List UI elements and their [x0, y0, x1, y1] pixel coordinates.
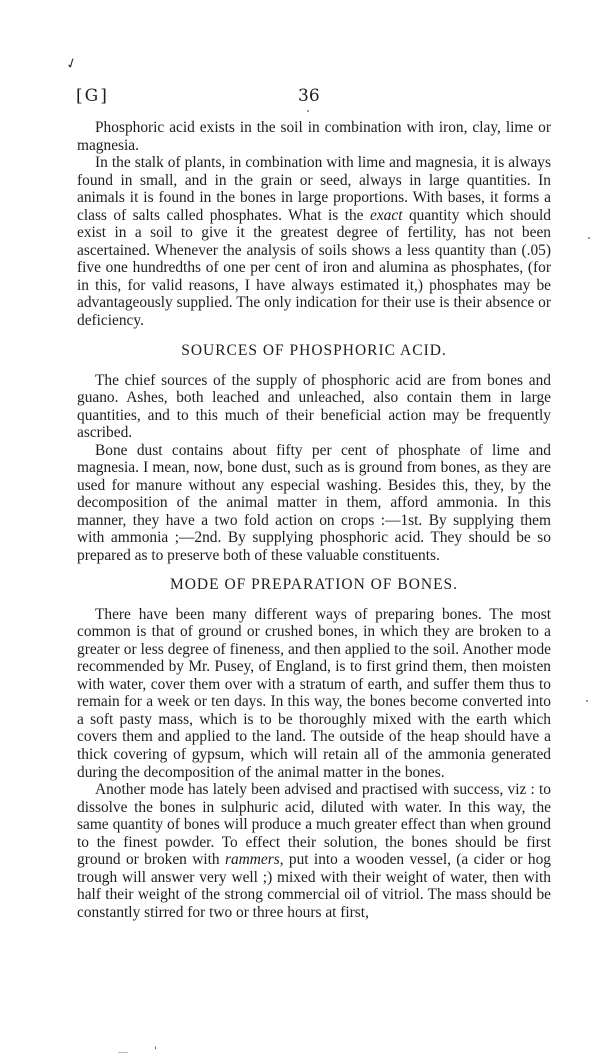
body-text	[77, 119, 551, 921]
text-run: quantity which should exist in a soil to give it the greatest degree of fertility, has not been ascertained. Whenever the analysis of soils shows a less quantity than (.05) five one hundredths of one per cent of iron and alumina as phosphates, (for in this, for valid reasons, I have always estimated it,) phosphates may be advantageously supplied. The only indication for their use is their absence or deficiency.	[77, 206, 551, 330]
text-run: Another mode has lately been advised and practised with success, viz : to dissolve the bones in sulphuric acid, diluted with water. In this way, the same quantity of bones will produce a much greater effect than when ground to the finest powder. To effect their solution, the bones should be first ground or broken with	[77, 781, 551, 869]
italic-text: rammers	[224, 851, 280, 869]
print-speck	[118, 1052, 128, 1053]
print-speck	[307, 110, 309, 112]
section-heading: MODE OF PREPARATION OF BONES.	[169, 575, 459, 593]
print-speck	[586, 700, 588, 702]
italic-text: exact	[370, 206, 403, 224]
paragraph	[77, 606, 551, 781]
section-heading: SOURCES OF PHOSPHORIC ACID.	[181, 341, 447, 359]
paragraph	[77, 781, 551, 921]
text-run: Bone dust contains about fifty per cent of phosphate of lime and magnesia. I mean, now, bone dust, such as is ground from bones, as they are used for manure without any especial washing. Besides this, they, by the decomposition of the animal matter in them, afford ammonia. In this manner, they have a two fold action on crops :—1st. By supplying them with ammonia ;—2nd. By supplying phosphoric acid. They should be so prepared as to preserve both of these valuable constituents.	[77, 441, 551, 565]
text-run: There have been many different ways of preparing bones. The most common is that of ground or crushed bones, in which they are broken to a greater or less degree of fineness, and then applied to the soil. Another mode recommended by Mr. Pusey, of England, is to first grind them, then moisten with water, cover them over with a stratum of earth, and suffer them thus to remain for a week or ten days. In this way, the bones become converted into a soft pasty mass, which is to be thoroughly mixed with the earth which covers them and applied to the land. The outside of the heap should have a thick covering of gypsum, which will retain all of the ammonia generated during the decomposition of the animal matter in the bones.	[77, 605, 551, 781]
signature-mark: [G]	[76, 86, 109, 106]
text-run: The chief sources of the supply of phosphoric acid are from bones and guano. Ashes, both leached and unleached, also contain them in large quantities, and to this much of their beneficial action may be frequently ascribed.	[77, 371, 551, 442]
page-number: 36	[298, 86, 320, 106]
paragraph	[77, 154, 551, 329]
text-run: Phosphoric acid exists in the soil in combination with iron, clay, lime or magnesia.	[77, 119, 551, 154]
paragraph	[77, 442, 551, 565]
paragraph	[77, 119, 551, 154]
print-speck	[588, 237, 590, 239]
print-speck: '	[154, 1046, 157, 1057]
paragraph	[77, 372, 551, 442]
text-run: In the stalk of plants, in combination with lime and magnesia, it is always found in small, and in the grain or seed, always in large quantities. In animals it is found in the bones in large proportions. With bases, it forms a class of salts called phosphates. What is the	[77, 154, 551, 224]
pencil-check-mark: ✓	[63, 54, 81, 74]
text-run: , put into a wooden vessel, (a cider or hog trough will answer very well ;) mixed with their weight of water, then with half their weight of the strong commercial oil of vitriol. The mass should be constantly stirred for two or three hours at first,	[77, 851, 551, 921]
